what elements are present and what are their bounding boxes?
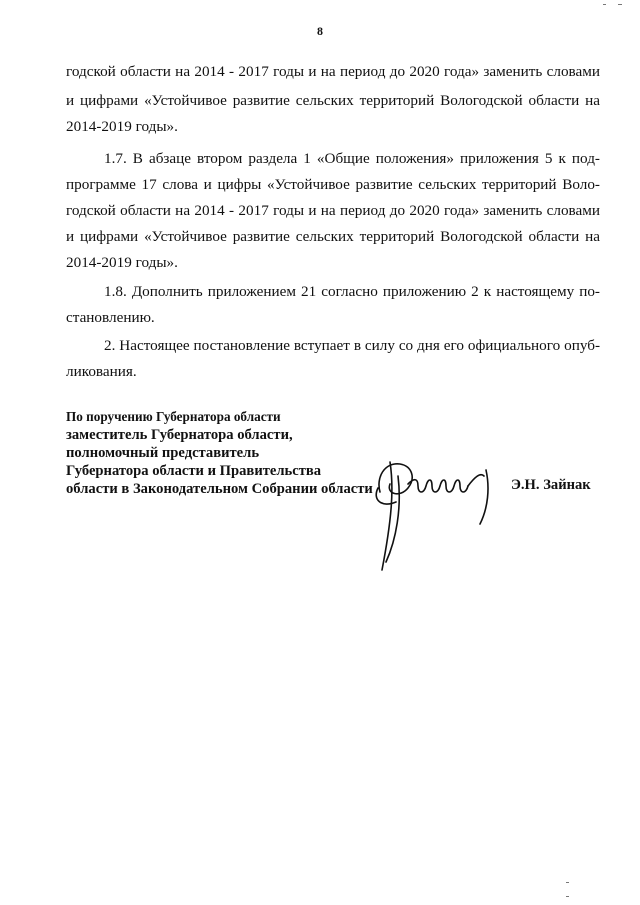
body-line: становлению.	[66, 309, 155, 326]
body-line: 2014-2019 годы».	[66, 254, 178, 271]
signature-authority-line: По поручению Губернатора области	[66, 409, 281, 424]
body-line: 1.8. Дополнить приложением 21 согласно приложению 2 к настоящему по-	[104, 283, 600, 300]
handwritten-signature	[368, 448, 504, 578]
body-line: годской области на 2014 - 2017 годы и на период до 2020 года» заменить словами	[66, 63, 600, 80]
scan-artifact	[603, 4, 606, 5]
body-line: и цифрами «Устойчивое развитие сельских территорий Вологодской области на	[66, 92, 600, 109]
body-line: программе 17 слова и цифры «Устойчивое развитие сельских территорий Воло-	[66, 176, 600, 193]
body-line: годской области на 2014 - 2017 годы и на период до 2020 года» заменить словами	[66, 202, 600, 219]
body-line: 1.7. В абзаце втором раздела 1 «Общие положения» приложения 5 к под-	[104, 150, 600, 167]
signatory-position-line: области в Законодательном Собрании области	[66, 481, 373, 497]
signatory-position-line: полномочный представитель	[66, 445, 260, 461]
scan-artifact	[566, 882, 569, 883]
body-line: 2. Настоящее постановление вступает в силу со дня его официального опуб-	[104, 337, 600, 354]
signer-name: Э.Н. Зайнак	[511, 477, 591, 493]
scan-artifact	[566, 896, 569, 897]
signatory-position-line: заместитель Губернатора области,	[66, 427, 293, 443]
page-number: 8	[317, 24, 323, 38]
body-line: ликования.	[66, 363, 137, 380]
signatory-position-line: Губернатора области и Правительства	[66, 463, 322, 479]
scan-artifact	[618, 4, 622, 5]
body-line: 2014-2019 годы».	[66, 118, 178, 135]
body-line: и цифрами «Устойчивое развитие сельских территорий Вологодской области на	[66, 228, 600, 245]
